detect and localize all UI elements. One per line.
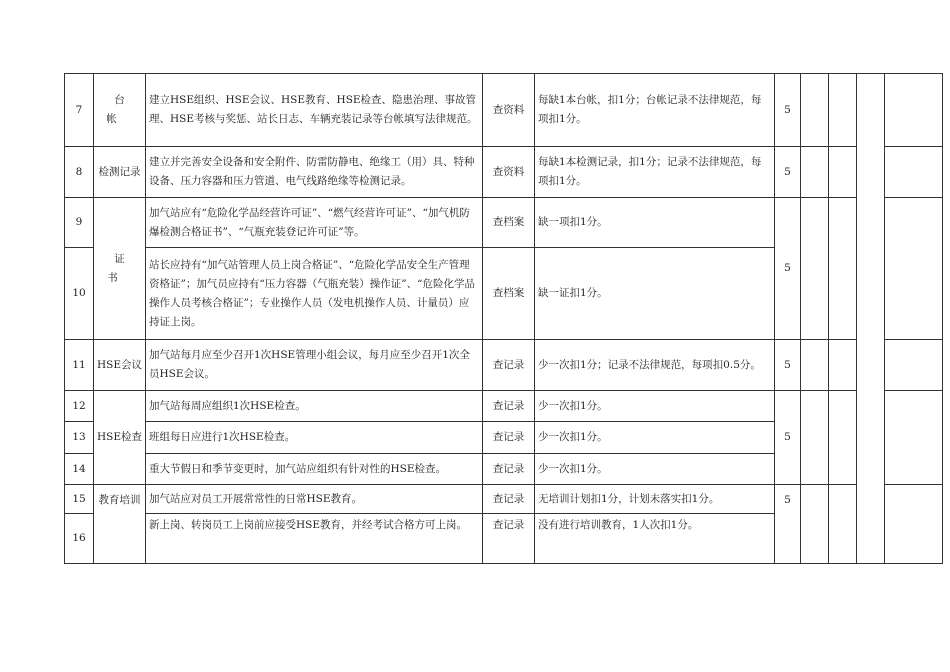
row-number: 11 [65, 340, 94, 391]
row-number: 15 [65, 485, 94, 514]
inspection-score-table [64, 73, 943, 564]
blank-cell [857, 74, 885, 564]
blank-cell [829, 391, 857, 485]
blank-cell [885, 340, 943, 391]
requirement-content: 建立并完善安全设备和安全附件、防雷防静电、绝缘工（用）具、特种设备、压力容器和压力管道、电气线路绝缘等检测记录。 [146, 147, 483, 198]
deduction-rule: 无培训计划扣1分，计划未落实扣1分。 [535, 485, 775, 514]
check-method: 查资料 [483, 147, 535, 198]
project-hse-meeting: HSE会议 [94, 340, 146, 391]
check-method: 查资料 [483, 74, 535, 147]
check-method: 查记录 [483, 340, 535, 391]
deduction-rule: 缺一项扣1分。 [535, 198, 775, 248]
deduction-rule: 每缺1本台帐，扣1分；台帐记录不法律规范，每项扣1分。 [535, 74, 775, 147]
project-ledger: 台帐 [94, 74, 146, 147]
standard-score: 5 [775, 147, 801, 198]
requirement-content: 班组每日应进行1次HSE检查。 [146, 422, 483, 454]
table-row [65, 198, 943, 248]
row-number: 16 [65, 514, 94, 564]
deduction-rule: 没有进行培训教育，1人次扣1分。 [535, 514, 775, 564]
blank-cell [829, 198, 857, 340]
requirement-content: 加气站应有“危险化学品经营许可证”、“燃气经营许可证”、“加气机防爆检测合格证书”、“气瓶充装登记许可证”等。 [146, 198, 483, 248]
row-number: 9 [65, 198, 94, 248]
blank-cell [829, 74, 857, 147]
project-education-training: 教育培训 [94, 485, 146, 564]
requirement-content: 加气站每周应组织1次HSE检查。 [146, 391, 483, 422]
table-row [65, 340, 943, 391]
standard-score: 5 [775, 485, 801, 564]
check-method: 查记录 [483, 422, 535, 454]
blank-cell [801, 391, 829, 485]
standard-score: 5 [775, 340, 801, 391]
row-number: 10 [65, 248, 94, 340]
blank-cell [829, 147, 857, 198]
row-number: 13 [65, 422, 94, 454]
deduction-rule: 每缺1本检测记录，扣1分；记录不法律规范，每项扣1分。 [535, 147, 775, 198]
row-number: 12 [65, 391, 94, 422]
table-row [65, 391, 943, 422]
table-row [65, 485, 943, 514]
blank-cell [829, 485, 857, 564]
check-method: 查记录 [483, 485, 535, 514]
requirement-content: 加气站每月应至少召开1次HSE管理小组会议，每月应至少召开1次全员HSE会议。 [146, 340, 483, 391]
deduction-rule: 少一次扣1分。 [535, 391, 775, 422]
row-number: 8 [65, 147, 94, 198]
blank-cell [885, 391, 943, 485]
requirement-content: 新上岗、转岗员工上岗前应接受HSE教育，并经考试合格方可上岗。 [146, 514, 483, 564]
row-number: 7 [65, 74, 94, 147]
blank-cell [885, 147, 943, 198]
blank-cell [885, 74, 943, 147]
deduction-rule: 少一次扣1分。 [535, 422, 775, 454]
table-row [65, 74, 943, 147]
standard-score: 5 [775, 74, 801, 147]
requirement-content: 重大节假日和季节变更时，加气站应组织有针对性的HSE检查。 [146, 454, 483, 485]
check-method: 查档案 [483, 248, 535, 340]
deduction-rule: 少一次扣1分；记录不法律规范，每项扣0.5分。 [535, 340, 775, 391]
project-certificate: 证书 [94, 198, 146, 340]
deduction-rule: 缺一证扣1分。 [535, 248, 775, 340]
standard-score: 5 [775, 198, 801, 340]
blank-cell [801, 147, 829, 198]
row-number: 14 [65, 454, 94, 485]
check-method: 查记录 [483, 454, 535, 485]
project-testing-record: 检测记录 [94, 147, 146, 198]
requirement-content: 站长应持有“加气站管理人员上岗合格证”、“危险化学品安全生产管理资格证”；加气员应持有“压力容器（气瓶充装）操作证”、“危险化学品操作人员考核合格证”；专业操作人员（发电机操作人员、计量员）应持证上岗。 [146, 248, 483, 340]
blank-cell [801, 198, 829, 340]
blank-cell [801, 74, 829, 147]
blank-cell [801, 485, 829, 564]
blank-cell [885, 198, 943, 340]
check-method: 查档案 [483, 198, 535, 248]
requirement-content: 建立HSE组织、HSE会议、HSE教育、HSE检查、隐患治理、事故管理、HSE考核与奖惩、站长日志、车辆充装记录等台帐填写法律规范。 [146, 74, 483, 147]
table-row [65, 147, 943, 198]
requirement-content: 加气站应对员工开展常常性的日常HSE教育。 [146, 485, 483, 514]
blank-cell [801, 340, 829, 391]
deduction-rule: 少一次扣1分。 [535, 454, 775, 485]
standard-score: 5 [775, 391, 801, 485]
project-hse-inspection: HSE检查 [94, 391, 146, 485]
blank-cell [829, 340, 857, 391]
check-method: 查记录 [483, 391, 535, 422]
blank-cell [885, 485, 943, 564]
check-method: 查记录 [483, 514, 535, 564]
